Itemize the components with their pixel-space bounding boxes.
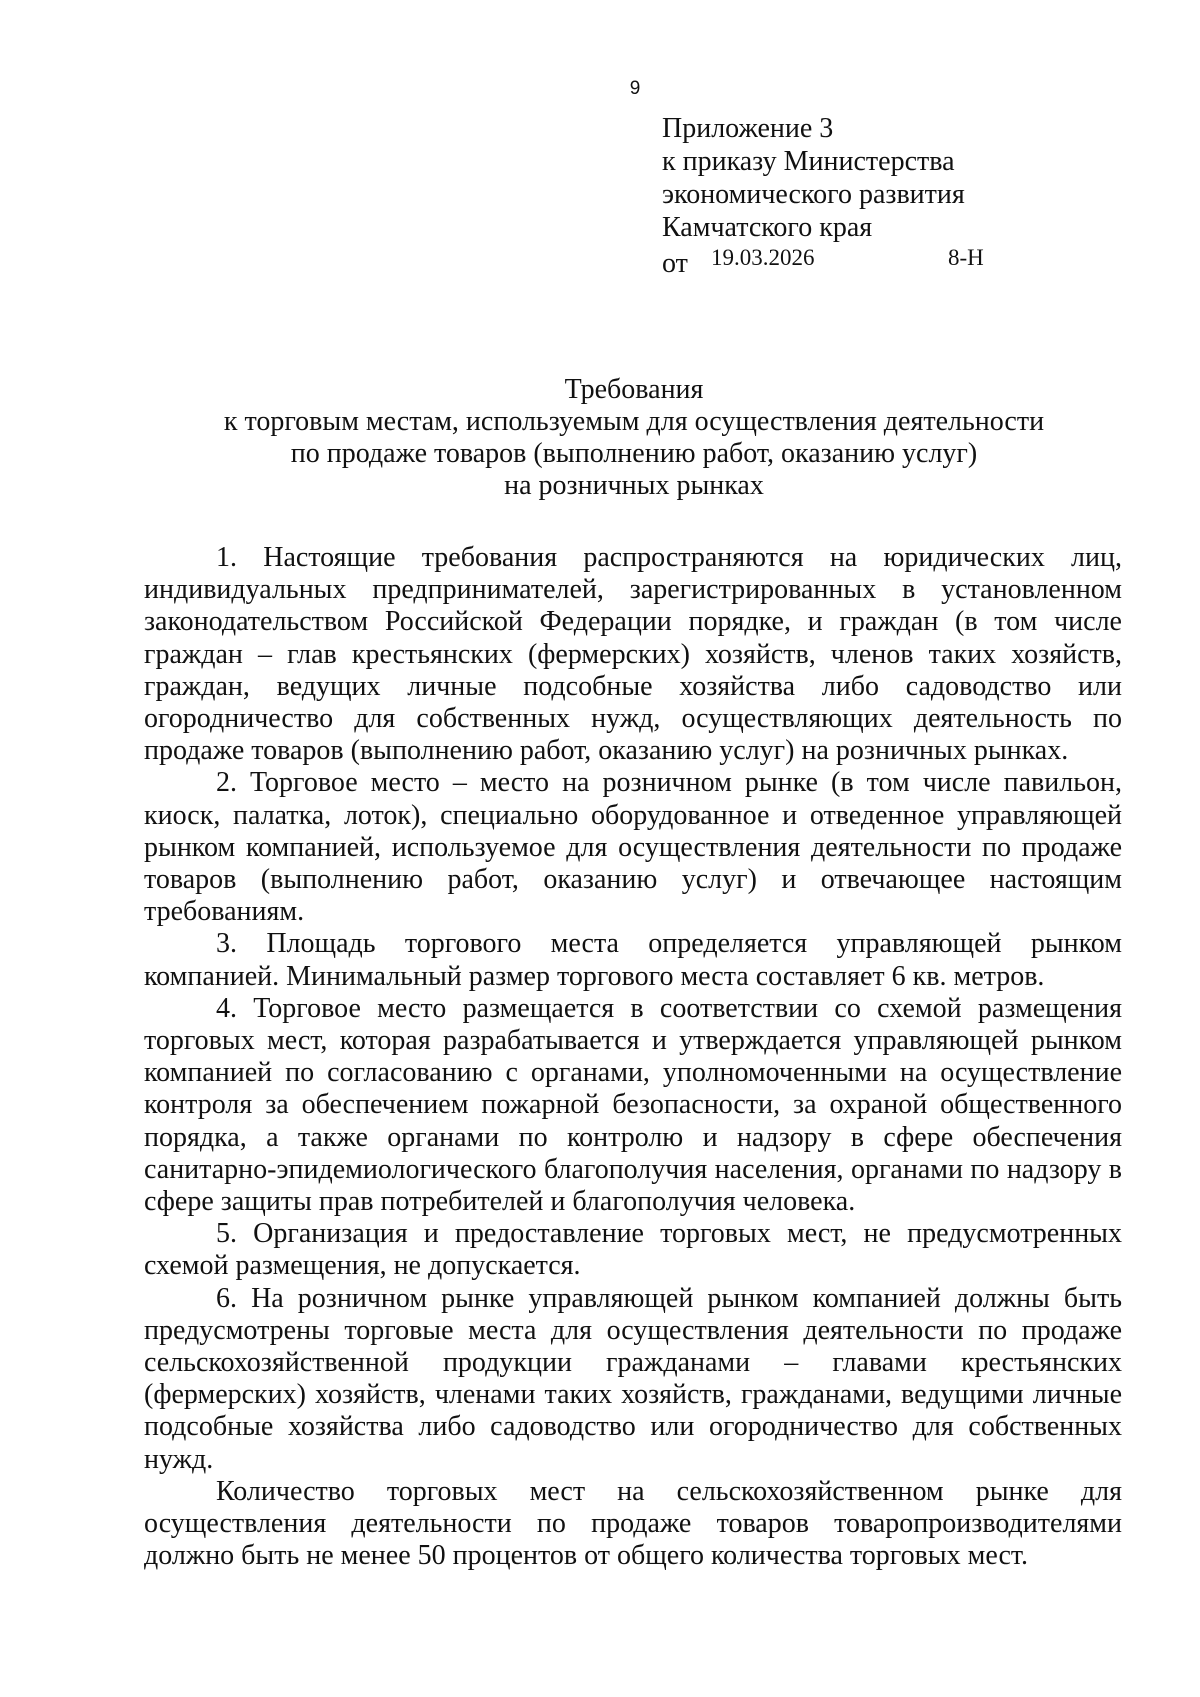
paragraph-1: 1. Настоящие требования распространяются на юридических лиц, индивидуальных предпринимателей, зарегистрированных в установленном законодательством Российской Федерации порядке, и граждан (в том числе граждан – глав крестьянских (фермерских) хозяйств, членов таких хозяйств, граждан, ведущих личные подсобные хозяйства либо садоводство или огородничество для собственных нужд, осуществляющих деятельность по продаже товаров (выполнению работ, оказанию услуг) на розничных рынках. [144,542,1122,767]
order-date-line [662,244,1022,278]
title-subtitle-line-2: по продаже товаров (выполнению работ, оказанию услуг) [290,438,978,469]
page-number: 9 [629,78,641,99]
paragraph-5: 5. Организация и предоставление торговых мест, не предусмотренных схемой размещения, не допускается. [144,1218,1122,1282]
appendix-title: Приложение 3 [662,113,834,144]
document-body [144,542,1122,1573]
paragraph-4: 4. Торговое место размещается в соответствии со схемой размещения торговых мест, которая разрабатывается и утверждается управляющей рынком компанией по согласованию с органами, уполномоченными на осуществление контроля за обеспечением пожарной безопасности, за охраной общественного порядка, а также органами по контролю и надзору в сфере обеспечения санитарно-эпидемиологического благополучия населения, органами по надзору в сфере защиты прав потребителей и благополучия человека. [144,992,1122,1218]
appendix-region-name: Камчатского края [662,212,873,243]
paragraph-2: 2. Торговое место – место на розничном рынке (в том числе павильон, киоск, палатка, лоток), специально оборудованное и отведенное управляющей рынком компанией, используемое для осуществления деятельности по продаже товаров (выполнению работ, оказанию услуг) и отвечающее настоящим требованиям. [144,767,1122,928]
title-heading: Требования [564,374,704,405]
appendix-ministry-name: экономического развития [662,179,965,210]
appendix-order-reference: к приказу Министерства [662,146,955,177]
order-from-label: от [662,248,688,279]
appendix-header [662,112,1022,278]
paragraph-7: Количество торговых мест на сельскохозяйственном рынке для осуществления деятельности по продаже товаров товаропроизводителями должно быть не менее 50 процентов от общего количества торговых мест. [144,1475,1122,1572]
paragraph-6: 6. На розничном рынке управляющей рынком компанией должны быть предусмотрены торговые места для осуществления деятельности по продаже сельскохозяйственной продукции гражданами – главами крестьянских (фермерских) хозяйств, членами таких хозяйств, гражданами, ведущими личные подсобные хозяйства либо садоводство или огородничество для собственных нужд. [144,1282,1122,1475]
order-number: 8-Н [948,245,984,270]
paragraph-3: 3. Площадь торгового места определяется управляющей рынком компанией. Минимальный размер торгового места составляет 6 кв. метров. [144,928,1122,992]
title-subtitle-line-3: на розничных рынках [504,470,764,501]
document-title [144,374,1124,502]
title-subtitle-line-1: к торговым местам, используемым для осуществления деятельности [223,406,1045,437]
order-date: 19.03.2026 [711,245,815,270]
